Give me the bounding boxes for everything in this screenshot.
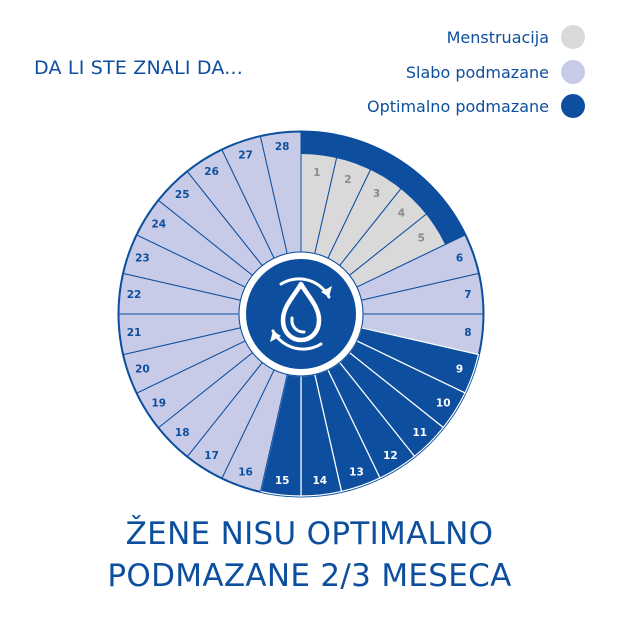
day-label-20: 20 bbox=[135, 363, 150, 376]
legend-label: Menstruacija bbox=[446, 27, 549, 47]
day-label-14: 14 bbox=[312, 474, 328, 487]
legend-swatch bbox=[561, 25, 585, 49]
day-label-12: 12 bbox=[383, 450, 398, 463]
day-label-4: 4 bbox=[397, 207, 406, 220]
cycle-wheel-graphic bbox=[112, 125, 490, 503]
day-label-23: 23 bbox=[135, 252, 150, 265]
center-circle bbox=[246, 259, 356, 369]
day-label-28: 28 bbox=[274, 141, 290, 154]
day-label-27: 27 bbox=[238, 149, 253, 162]
day-label-13: 13 bbox=[349, 466, 364, 479]
day-label-19: 19 bbox=[151, 397, 167, 410]
day-label-24: 24 bbox=[151, 218, 167, 231]
day-label-26: 26 bbox=[204, 165, 219, 178]
day-label-25: 25 bbox=[174, 189, 190, 202]
legend-item-menstruation bbox=[447, 25, 585, 49]
day-label-10: 10 bbox=[435, 397, 451, 410]
day-label-5: 5 bbox=[417, 232, 425, 245]
day-label-18: 18 bbox=[174, 426, 190, 439]
day-label-17: 17 bbox=[204, 450, 219, 463]
day-label-9: 9 bbox=[455, 363, 464, 376]
legend-swatch bbox=[561, 60, 585, 84]
legend-item-optimal-lubrication bbox=[367, 94, 585, 118]
legend-item-low-lubrication bbox=[406, 60, 585, 84]
day-label-21: 21 bbox=[126, 326, 142, 339]
cycle-wheel bbox=[112, 125, 490, 503]
day-label-16: 16 bbox=[238, 466, 253, 479]
day-label-6: 6 bbox=[455, 252, 464, 265]
day-label-3: 3 bbox=[372, 187, 381, 200]
day-label-15: 15 bbox=[274, 474, 290, 487]
day-label-1: 1 bbox=[313, 166, 321, 179]
day-label-22: 22 bbox=[126, 289, 142, 302]
legend-label: Optimalno podmazane bbox=[367, 96, 549, 116]
day-label-11: 11 bbox=[412, 426, 428, 439]
footer-title-line-1: ŽENE NISU OPTIMALNO bbox=[125, 516, 494, 552]
day-label-8: 8 bbox=[464, 326, 472, 339]
legend-label: Slabo podmazane bbox=[405, 62, 549, 82]
footer-title-line-2: PODMAZANE 2/3 MESECA bbox=[107, 558, 512, 594]
legend-swatch bbox=[561, 94, 585, 118]
day-label-7: 7 bbox=[464, 289, 472, 302]
intro-title: DA LI STE ZNALI DA... bbox=[34, 57, 244, 79]
day-label-2: 2 bbox=[344, 173, 352, 186]
